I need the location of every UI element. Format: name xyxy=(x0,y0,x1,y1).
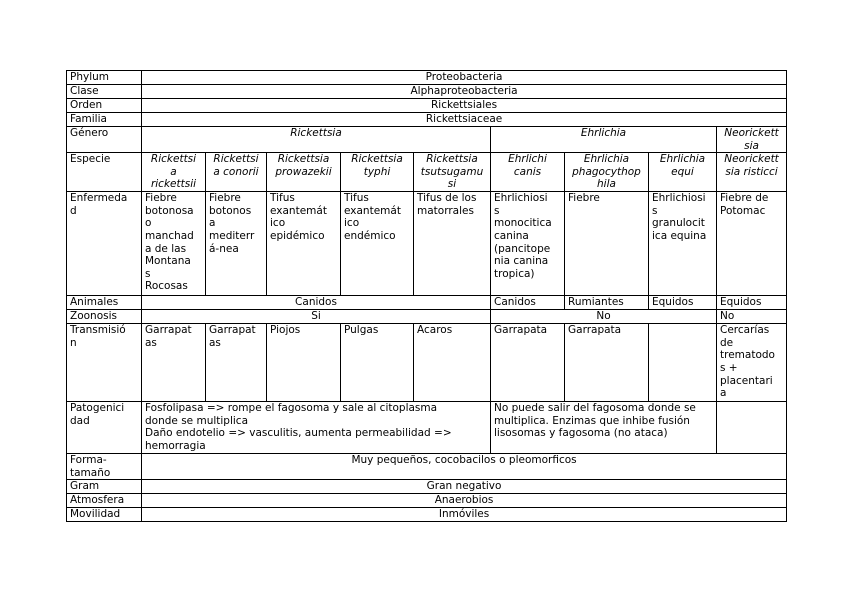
genus-ehrlichia: Ehrlichia xyxy=(491,127,717,153)
transmission-cell: Garrapat as xyxy=(206,324,267,402)
species-cell: Ehrlichia phagocythop hila xyxy=(565,153,649,192)
row-transmision xyxy=(67,324,787,402)
disease-cell: Tifus exantemát ico endémico xyxy=(341,192,414,296)
transmission-cell: Acaros xyxy=(414,324,491,402)
species-cell: Rickettsia tsutsugamu si xyxy=(414,153,491,192)
row-patogenicidad xyxy=(67,402,787,454)
pathogenicity-rickettsia: Fosfolipasa => rompe el fagosoma y sale al citoplasma donde se multiplica Daño endotelio => vasculitis, aumenta permeabilidad => hemorragia xyxy=(142,402,491,454)
familia-value: Rickettsiaceae xyxy=(142,113,787,127)
disease-cell: Fiebre de Potomac xyxy=(717,192,787,296)
label-forma: Forma- tamaño xyxy=(67,454,142,480)
species-cell: Rickettsia typhi xyxy=(341,153,414,192)
transmission-cell: Garrapata xyxy=(565,324,649,402)
disease-cell: Fiebre botonos a mediterr á-nea xyxy=(206,192,267,296)
row-zoonosis xyxy=(67,310,787,324)
label-familia: Familia xyxy=(67,113,142,127)
animals-cell: Rumiantes xyxy=(565,296,649,310)
zoonosis-rickettsia: Si xyxy=(142,310,491,324)
row-atmosfera xyxy=(67,494,787,508)
animals-cell: Canidos xyxy=(491,296,565,310)
label-zoonosis: Zoonosis xyxy=(67,310,142,324)
pathogenicity-ehrlichia: No puede salir del fagosoma donde se multiplica. Enzimas que inhibe fusión lisosomas y fagosoma (no ataca) xyxy=(491,402,717,454)
transmission-cell: Cercarías de trematodo s + placentari a xyxy=(717,324,787,402)
species-cell: Rickettsia prowazekii xyxy=(267,153,341,192)
document-page xyxy=(66,70,787,522)
animals-cell: Equidos xyxy=(717,296,787,310)
species-cell: Ehrlichia equi xyxy=(649,153,717,192)
animals-rickettsia: Canidos xyxy=(142,296,491,310)
species-cell: Neorickett sia risticci xyxy=(717,153,787,192)
row-especie xyxy=(67,153,787,192)
zoonosis-ehrlichia: No xyxy=(491,310,717,324)
label-especie: Especie xyxy=(67,153,142,192)
species-cell: Ehrlichi canis xyxy=(491,153,565,192)
row-phylum xyxy=(67,71,787,85)
label-phylum: Phylum xyxy=(67,71,142,85)
row-gram xyxy=(67,480,787,494)
label-patogenicidad: Patogenici dad xyxy=(67,402,142,454)
genus-rickettsia: Rickettsia xyxy=(142,127,491,153)
disease-cell: Fiebre botonosa o manchad a de las Montana s Rocosas xyxy=(142,192,206,296)
row-forma xyxy=(67,454,787,480)
label-gram: Gram xyxy=(67,480,142,494)
transmission-cell: Garrapat as xyxy=(142,324,206,402)
label-genero: Género xyxy=(67,127,142,153)
transmission-cell xyxy=(649,324,717,402)
label-atmosfera: Atmosfera xyxy=(67,494,142,508)
row-orden xyxy=(67,99,787,113)
label-enfermedad: Enfermeda d xyxy=(67,192,142,296)
gram-value: Gran negativo xyxy=(142,480,787,494)
clase-value: Alphaproteobacteria xyxy=(142,85,787,99)
row-clase xyxy=(67,85,787,99)
label-clase: Clase xyxy=(67,85,142,99)
animals-cell: Equidos xyxy=(649,296,717,310)
transmission-cell: Pulgas xyxy=(341,324,414,402)
phylum-value: Proteobacteria xyxy=(142,71,787,85)
zoonosis-neorickettsia: No xyxy=(717,310,787,324)
row-movilidad xyxy=(67,508,787,522)
row-enfermedad xyxy=(67,192,787,296)
label-animales: Animales xyxy=(67,296,142,310)
disease-cell: Fiebre xyxy=(565,192,649,296)
disease-cell: Ehrlichiosi s granulocit ica equina xyxy=(649,192,717,296)
row-familia xyxy=(67,113,787,127)
genus-neorickettsia: Neorickett sia xyxy=(717,127,787,153)
species-cell: Rickettsi a conorii xyxy=(206,153,267,192)
classification-table xyxy=(66,70,787,522)
disease-cell: Ehrlichiosi s monocitica canina (pancitope nia canina tropica) xyxy=(491,192,565,296)
row-animales xyxy=(67,296,787,310)
species-cell: Rickettsi a rickettsii xyxy=(142,153,206,192)
atmosfera-value: Anaerobios xyxy=(142,494,787,508)
disease-cell: Tifus exantemát ico epidémico xyxy=(267,192,341,296)
row-genero xyxy=(67,127,787,153)
movilidad-value: Inmóviles xyxy=(142,508,787,522)
orden-value: Rickettsiales xyxy=(142,99,787,113)
forma-value: Muy pequeños, cocobacilos o pleomorficos xyxy=(142,454,787,480)
label-transmision: Transmisió n xyxy=(67,324,142,402)
label-orden: Orden xyxy=(67,99,142,113)
transmission-cell: Piojos xyxy=(267,324,341,402)
label-movilidad: Movilidad xyxy=(67,508,142,522)
transmission-cell: Garrapata xyxy=(491,324,565,402)
disease-cell: Tifus de los matorrales xyxy=(414,192,491,296)
pathogenicity-neorickettsia xyxy=(717,402,787,454)
